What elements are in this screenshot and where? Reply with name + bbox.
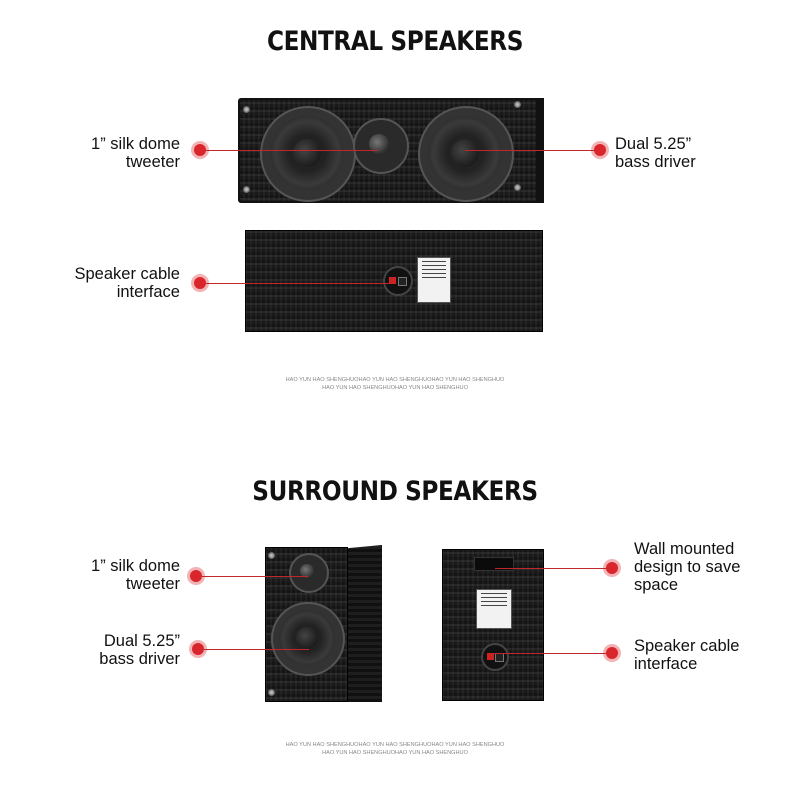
- central-cable-label-line2: interface: [116, 283, 180, 301]
- surround-wall-label-line2: design to save: [634, 558, 741, 576]
- surround-wall-label-line3: space: [634, 576, 679, 594]
- surround-wall-label-line1: Wall mounted: [634, 540, 735, 558]
- central-tweeter-pointer-line: [206, 150, 378, 151]
- surround-tweeter-label-line2: tweeter: [125, 575, 180, 593]
- watermark-bottom-line2: HAO YUN HAO SHENGHUOHAO YUN HAO SHENGHUO: [322, 750, 468, 756]
- central-cable-marker-dot: [194, 277, 206, 289]
- surround-tweeter-pointer-line: [202, 576, 308, 577]
- surround-wall-marker-dot: [606, 562, 618, 574]
- watermark-top-line2: HAO YUN HAO SHENGHUOHAO YUN HAO SHENGHUO: [322, 385, 468, 391]
- surround-bass-pointer-line: [204, 649, 309, 650]
- surround-cable-label-line1: Speaker cable: [634, 637, 740, 655]
- watermark-top: [0, 376, 790, 392]
- surround-speaker-front: [265, 547, 348, 702]
- central-speaker-back: [245, 230, 543, 332]
- central-bass-marker-dot: [594, 144, 606, 156]
- surround-bass-label-line1: Dual 5.25”: [103, 632, 180, 650]
- surround-speakers-title: SURROUND SPEAKERS: [252, 476, 538, 507]
- central-cable-label-line1: Speaker cable: [74, 265, 180, 283]
- watermark-bottom-line1: HAO YUN HAO SHENGHUOHAO YUN HAO SHENGHUOHAO YUN HAO SHENGHUO: [285, 742, 505, 748]
- surround-tweeter-label: [60, 557, 180, 593]
- surround-bass-label-line2: bass driver: [99, 650, 180, 668]
- surround-cable-label: [634, 637, 774, 673]
- central-speakers-title: CENTRAL SPEAKERS: [266, 26, 524, 57]
- central-bass-label-line2: bass driver: [615, 153, 696, 171]
- surround-tweeter-marker-dot: [190, 570, 202, 582]
- central-tweeter-label-line2: tweeter: [125, 153, 180, 171]
- surround-bass-label: [60, 632, 180, 668]
- surround-wall-label: [634, 540, 774, 594]
- surround-tweeter-label-line1: 1” silk dome: [91, 557, 180, 575]
- watermark-bottom: [0, 741, 790, 757]
- surround-cable-label-line2: interface: [634, 655, 698, 673]
- surround-speaker-back: [442, 549, 544, 701]
- central-tweeter-label-line1: 1” silk dome: [91, 135, 180, 153]
- surround-bass-marker-dot: [192, 643, 204, 655]
- central-cable-pointer-line: [206, 283, 392, 284]
- central-bass-pointer-line: [465, 150, 595, 151]
- central-tweeter-marker-dot: [194, 144, 206, 156]
- central-bass-label: [615, 135, 735, 171]
- central-cable-label: [40, 265, 180, 301]
- surround-speaker-front-side: [348, 545, 382, 702]
- surround-cable-pointer-line: [494, 653, 607, 654]
- central-bass-label-line1: Dual 5.25”: [615, 135, 692, 153]
- watermark-top-line1: HAO YUN HAO SHENGHUOHAO YUN HAO SHENGHUOHAO YUN HAO SHENGHUO: [285, 377, 505, 383]
- surround-wall-pointer-line: [495, 568, 607, 569]
- surround-cable-marker-dot: [606, 647, 618, 659]
- central-tweeter-label: [70, 135, 180, 171]
